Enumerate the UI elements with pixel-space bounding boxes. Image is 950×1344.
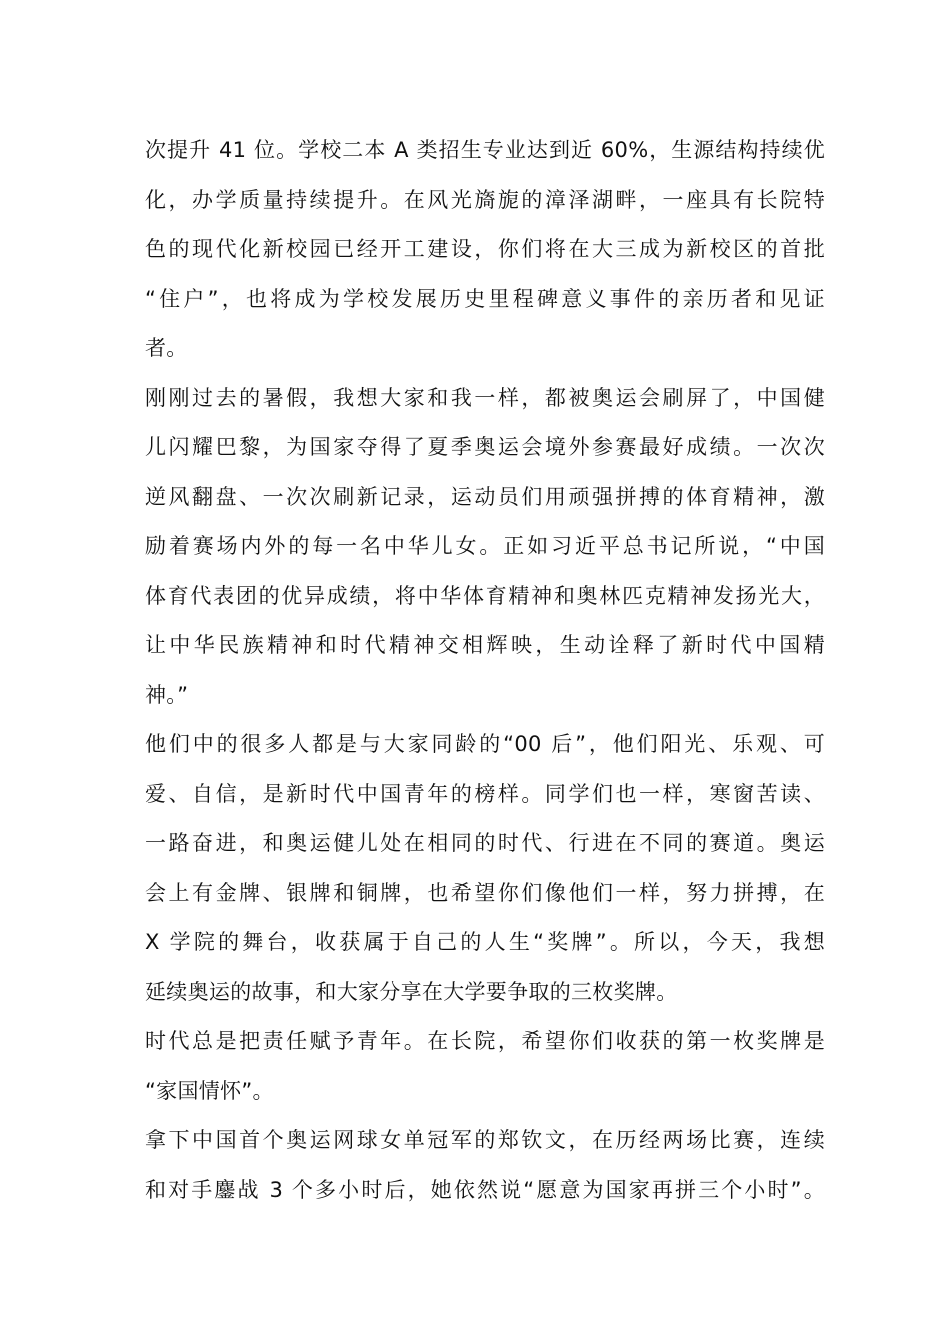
body-text [145,126,825,1215]
text-line: 时代总是把责任赋予青年。在长院，希望你们收获的第一枚奖牌是 [145,1029,825,1053]
text-line: 拿下中国首个奥运网球女单冠军的郑钦文，在历经两场比赛，连续 [145,1128,825,1152]
text-line: “家国情怀”。 [145,1078,274,1103]
text-line: 化，办学质量持续提升。在风光旖旎的漳泽湖畔，一座具有长院特 [145,187,825,212]
text-line: 他们中的很多人都是与大家同龄的“00 后”，他们阳光、乐观、可 [145,732,825,756]
text-line: 次提升 41 位。学校二本 A 类招生专业达到近 60%，生源结构持续优 [145,138,825,162]
text-line: 延续奥运的故事，和大家分享在大学要争取的三枚奖牌。 [145,979,678,1004]
text-line: 儿闪耀巴黎，为国家夺得了夏季奥运会境外参赛最好成绩。一次次 [145,435,825,459]
text-line: “住户”，也将成为学校发展历史里程碑意义事件的亲历者和见证 [145,286,825,311]
text-line: 刚刚过去的暑假，我想大家和我一样，都被奥运会刷屏了，中国健 [145,385,825,410]
text-line: 励着赛场内外的每一名中华儿女。正如习近平总书记所说，“中国 [145,534,825,558]
text-line: 让中华民族精神和时代精神交相辉映，生动诠释了新时代中国精 [145,633,825,657]
text-line: 一路奋进，和奥运健儿处在相同的时代、行进在不同的赛道。奥运 [145,831,825,855]
text-line: 和对手鏖战 3 个多小时后，她依然说“愿意为国家再拼三个小时”。 [145,1177,825,1202]
text-line: 者。 [145,336,188,360]
text-line: 色的现代化新校园已经开工建设，你们将在大三成为新校区的首批 [145,237,825,261]
text-line: 爱、自信，是新时代中国青年的榜样。同学们也一样，寒窗苦读、 [145,781,825,806]
text-line: 体育代表团的优异成绩，将中华体育精神和奥林匹克精神发扬光大， [145,583,825,608]
text-line: 逆风翻盘、一次次刷新记录，运动员们用顽强拼搏的体育精神，激 [145,484,825,509]
text-line: 会上有金牌、银牌和铜牌，也希望你们像他们一样，努力拼搏，在 [145,880,825,905]
text-line: X 学院的舞台，收获属于自己的人生“奖牌”。所以，今天，我想 [145,930,825,954]
text-line: 神。” [145,682,189,707]
